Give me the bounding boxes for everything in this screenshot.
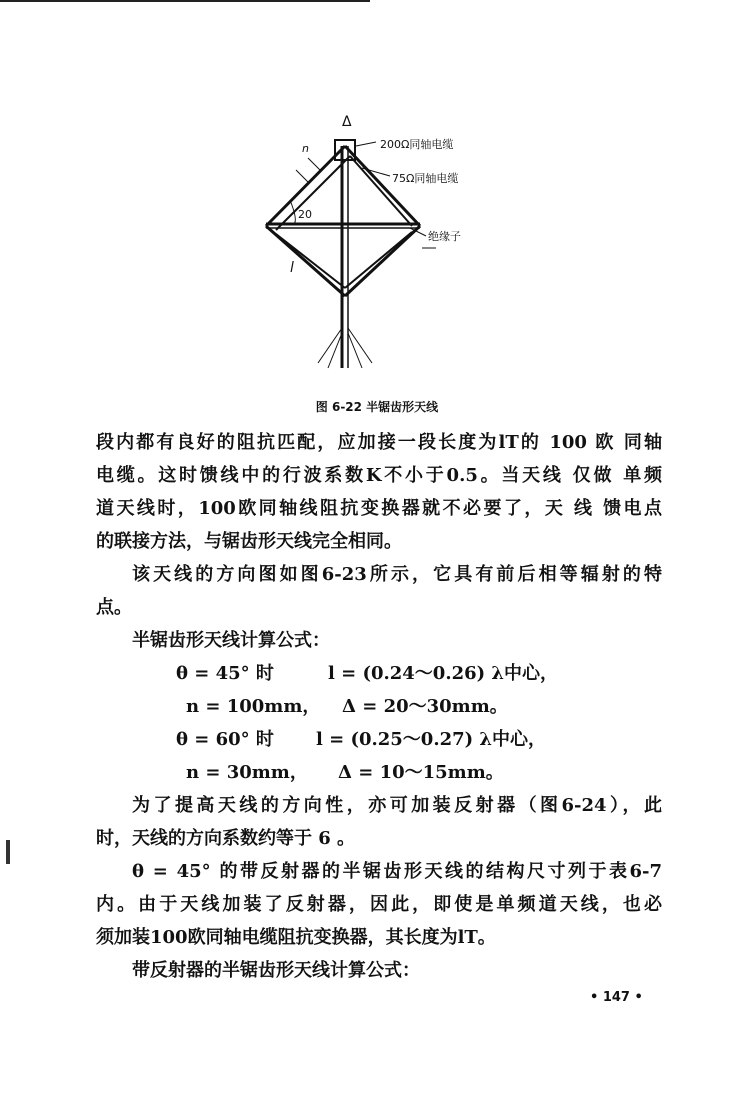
formula-row-4 xyxy=(96,756,662,789)
length-label: l xyxy=(290,260,294,276)
formula-row-2 xyxy=(96,690,662,723)
formula-row-3-left: θ = 60° 时 xyxy=(176,729,274,750)
para3-line-1: 为了提高天线的方向性，亦可加装反射器（图6-24），此 xyxy=(132,795,662,816)
angle-label: 20 xyxy=(298,208,312,221)
para1-line-3: 道天线时，100欧同轴线阻抗变换器就不必要了，天 线 馈电点 xyxy=(96,498,662,519)
delta-label: Δ xyxy=(342,114,352,130)
formula-row-2-right: Δ = 20～30mm。 xyxy=(342,696,508,717)
formula-row-1-left: θ = 45° 时 xyxy=(176,663,274,684)
n-label: n xyxy=(302,142,309,155)
para1-line-1: 段内都有良好的阻抗匹配，应加接一段长度为lT的 100 欧 同轴 xyxy=(96,432,662,453)
formula-row-3-right: l = (0.25～0.27) λ中心， xyxy=(316,729,547,750)
formula-row-1-right: l = (0.24～0.26) λ中心， xyxy=(328,663,559,684)
scan-margin-mark xyxy=(6,840,10,864)
formula-row-3 xyxy=(96,723,662,756)
formula-row-1 xyxy=(96,657,662,690)
figure-caption: 图 6-22 半锯齿形天线 xyxy=(315,400,439,414)
formula-title: 半锯齿形天线计算公式： xyxy=(132,630,330,651)
half-sawtooth-antenna-drawing xyxy=(250,128,510,388)
para2-line-2: 点。 xyxy=(96,597,132,618)
para2-line-1: 该天线的方向图如图6-23所示，它具有前后相等辐射的特 xyxy=(132,564,662,585)
para1-line-4: 的联接方法，与锯齿形天线完全相同。 xyxy=(96,531,402,552)
coax-75-label: 75Ω同轴电缆 xyxy=(392,172,459,185)
para4-line-3: 须加装100欧同轴电缆阻抗变换器，其长度为lT。 xyxy=(96,927,496,948)
formula-row-2-left: n = 100mm， xyxy=(186,696,321,717)
coax-200-label: 200Ω同轴电缆 xyxy=(380,138,454,151)
para5-line-1: 带反射器的半锯齿形天线计算公式： xyxy=(132,960,420,981)
insulator-label: 绝缘子 xyxy=(428,230,461,243)
scan-edge-line xyxy=(0,0,370,2)
body-text xyxy=(96,426,662,987)
para4-line-2: 内。由于天线加装了反射器，因此，即使是单频道天线，也必 xyxy=(96,894,662,915)
formula-row-4-left: n = 30mm， xyxy=(186,762,308,783)
formula-row-4-right: Δ = 10～15mm。 xyxy=(338,762,504,783)
antenna-figure xyxy=(250,114,510,388)
para4-line-1: θ = 45° 的带反射器的半锯齿形天线的结构尺寸列于表6-7 xyxy=(132,861,662,882)
para1-line-2: 电缆。这时馈线中的行波系数K不小于0.5。当天线 仅做 单频 xyxy=(96,465,662,486)
para3-line-2: 时，天线的方向系数约等于 6 。 xyxy=(96,828,356,849)
page-number: • 147 • xyxy=(590,990,643,1005)
